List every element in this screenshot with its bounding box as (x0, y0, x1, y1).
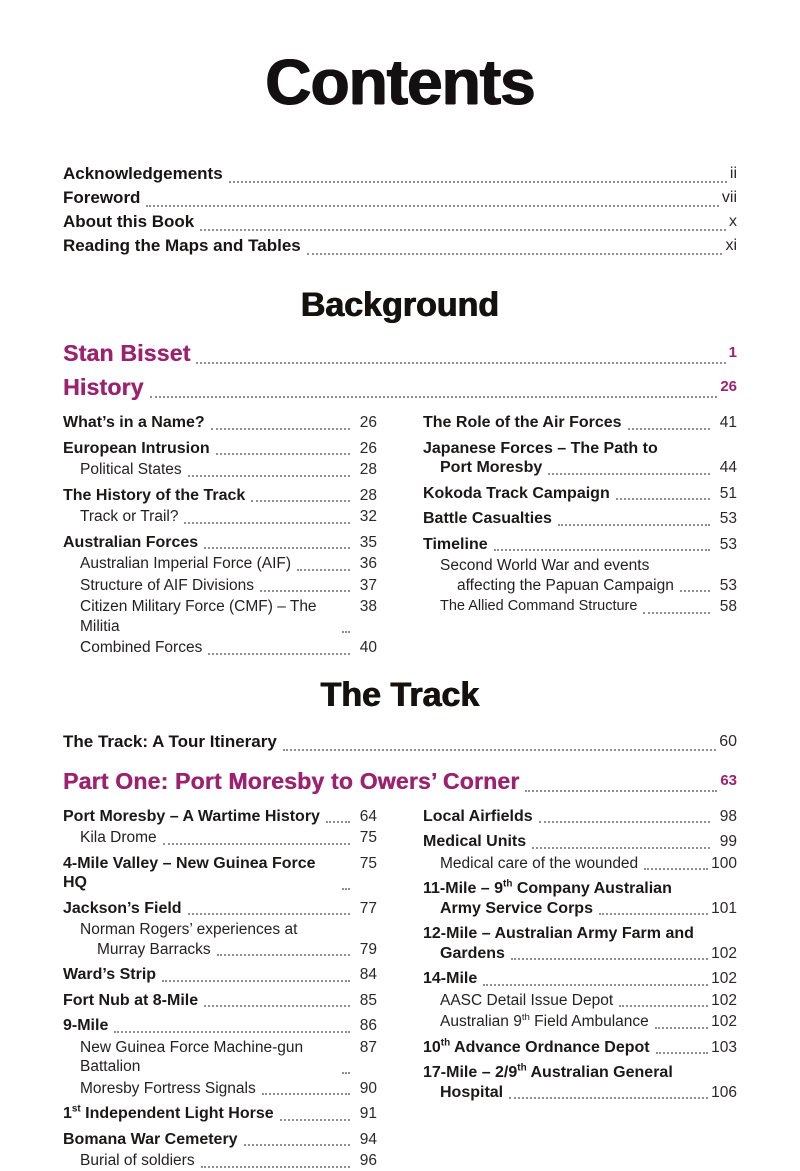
toc-entry (63, 920, 377, 959)
toc-entry-label: 9-Mile (63, 1017, 109, 1034)
front-matter-entry (63, 162, 737, 186)
dotted-leader (656, 1052, 709, 1054)
page-number: 90 (359, 1079, 377, 1097)
toc-entry (423, 924, 737, 963)
toc-line (423, 899, 737, 919)
toc-entry (423, 991, 737, 1011)
page-number: 85 (359, 991, 377, 1009)
page-number: 75 (359, 854, 377, 872)
dotted-leader (525, 790, 717, 792)
page-number: 102 (711, 991, 737, 1009)
toc-entry-label: Political States (80, 461, 182, 478)
toc-line (423, 484, 737, 504)
toc-entry-label: 14-Mile (423, 970, 478, 987)
dotted-leader (342, 888, 350, 890)
toc-entry-label: Japanese Forces – The Path to (423, 439, 658, 457)
dotted-leader (539, 821, 710, 823)
toc-line (80, 554, 377, 574)
toc-line (63, 486, 377, 506)
toc-entry (63, 597, 377, 636)
toc-section (63, 674, 737, 1171)
toc-entry-label: Local Airfields (423, 807, 533, 825)
toc-entry-label: 11-Mile – 9th Company Australian (423, 878, 672, 897)
page-number: 53 (719, 576, 737, 594)
toc-line (423, 807, 737, 827)
toc-entry-label: Australian Imperial Force (AIF) (80, 555, 292, 572)
toc-entry-label: Stan Bisset (63, 340, 191, 366)
toc-entry-label: Murray Barracks (97, 940, 211, 958)
page-number: 103 (711, 1038, 737, 1056)
toc-line (63, 162, 737, 186)
page-number: 86 (359, 1017, 377, 1034)
dotted-leader (204, 1005, 350, 1007)
toc-line (80, 576, 377, 596)
page-number: 102 (711, 944, 737, 962)
toc-entry-label: The Allied Command Structure (440, 598, 638, 614)
dotted-leader (643, 612, 710, 614)
toc-entry (63, 899, 377, 919)
page-number: xi (725, 237, 737, 254)
front-matter-entry (63, 186, 737, 210)
toc-line (80, 920, 377, 940)
dotted-leader (204, 547, 350, 549)
page-number: 1 (728, 344, 737, 361)
page-number: 77 (359, 899, 377, 917)
dotted-leader (619, 1005, 708, 1007)
toc-major-entry (63, 767, 737, 795)
toc-wide-entry (63, 730, 737, 754)
toc-entry (423, 597, 737, 617)
toc-entry-label: Norman Rogers’ experiences at (80, 921, 298, 938)
toc-entry-label: affecting the Papuan Campaign (457, 576, 674, 594)
toc-entry-label: 4-Mile Valley – New Guinea Force HQ (63, 854, 316, 891)
toc-entry (423, 556, 737, 595)
page-number: 26 (720, 378, 737, 395)
toc-line (440, 597, 737, 617)
dotted-leader (217, 954, 350, 956)
toc-line (80, 597, 377, 636)
page-number: 98 (719, 807, 737, 825)
toc-columns (63, 807, 737, 1171)
page-number: vii (721, 189, 737, 206)
toc-entry-label: Second World War and events (440, 557, 650, 574)
page-number: 75 (359, 829, 377, 846)
page-number: 99 (719, 833, 737, 850)
page-number: 102 (711, 970, 737, 987)
toc-line (80, 1151, 377, 1171)
dotted-leader (196, 362, 725, 364)
toc-entry (63, 854, 377, 893)
dotted-leader (558, 524, 710, 526)
toc-line (423, 439, 737, 459)
page-title: Contents (265, 46, 535, 118)
toc-column-right (423, 807, 737, 1103)
toc-entry-label: Burial of soldiers (80, 1152, 195, 1169)
toc-entry (63, 576, 377, 596)
dotted-leader (216, 453, 350, 455)
page-number: 37 (359, 576, 377, 594)
page-number: 58 (719, 598, 737, 615)
page-number: 38 (359, 598, 377, 615)
toc-line (63, 373, 737, 401)
toc-line (440, 556, 737, 576)
page-number: 41 (719, 414, 737, 431)
dotted-leader (280, 1119, 350, 1121)
toc-entry (63, 828, 377, 848)
page-number: 102 (711, 1013, 737, 1030)
dotted-leader (342, 1072, 350, 1074)
toc-line (63, 730, 737, 754)
toc-entry (423, 439, 737, 478)
dotted-leader (283, 749, 716, 751)
page-number: 63 (720, 771, 737, 789)
page-header (0, 0, 800, 268)
toc-entry-label: European Intrusion (63, 439, 210, 457)
dotted-leader (150, 396, 718, 398)
toc-entry (63, 413, 377, 433)
dotted-leader (188, 913, 350, 915)
page-number: 84 (359, 966, 377, 983)
dotted-leader (494, 549, 710, 551)
toc-entry (423, 807, 737, 827)
toc-line (63, 234, 737, 258)
page-number: 51 (719, 484, 737, 502)
toc-line (63, 965, 377, 985)
dotted-leader (260, 590, 350, 592)
dotted-leader (548, 473, 710, 475)
dotted-leader (616, 498, 710, 500)
dotted-leader (680, 590, 710, 592)
toc-line (423, 1083, 737, 1103)
page-number: 53 (719, 510, 737, 527)
toc-entry-label: Combined Forces (80, 639, 203, 656)
dotted-leader (201, 1166, 350, 1168)
toc-line (423, 832, 737, 852)
toc-column-left (63, 413, 377, 658)
toc-line (63, 186, 737, 210)
toc-line (63, 339, 737, 367)
page-number: 60 (719, 732, 737, 750)
page-number: 87 (359, 1038, 377, 1056)
page-number: 40 (359, 639, 377, 656)
toc-entry (63, 460, 377, 480)
dotted-leader (655, 1027, 708, 1029)
toc-entry-label: What’s in a Name? (63, 414, 205, 431)
toc-column-left (63, 807, 377, 1171)
toc-line (440, 854, 737, 874)
dotted-leader (532, 847, 710, 849)
toc-line (80, 460, 377, 480)
toc-line (423, 458, 737, 478)
toc-entry-label: History (63, 374, 144, 400)
dotted-leader (211, 428, 350, 430)
toc-major-entry (63, 373, 737, 401)
toc-line (63, 991, 377, 1011)
section-heading: The Track (320, 675, 480, 714)
toc-entry (423, 832, 737, 852)
toc-line (423, 1038, 737, 1058)
toc-entry (423, 969, 737, 989)
dotted-leader (188, 475, 350, 477)
toc-entry-label: Kokoda Track Campaign (423, 484, 610, 502)
dotted-leader (114, 1031, 350, 1033)
toc-entry-label: 17-Mile – 2/9th Australian General (423, 1062, 673, 1081)
page-number: 64 (359, 807, 377, 825)
toc-entry (63, 1130, 377, 1150)
toc-entry (63, 1079, 377, 1099)
toc-line (423, 413, 737, 433)
toc-entry (63, 807, 377, 827)
toc-entry-label: Kila Drome (80, 829, 157, 846)
toc-line (423, 879, 737, 899)
dotted-leader (244, 1144, 350, 1146)
front-matter-entry (63, 234, 737, 258)
toc-entry (63, 507, 377, 527)
toc-entry-label: 12-Mile – Australian Army Farm and (423, 925, 694, 942)
toc-line (80, 1038, 377, 1077)
toc-line (63, 1130, 377, 1150)
toc-entry (63, 533, 377, 553)
toc-entry-label: Ward’s Strip (63, 966, 157, 983)
toc-entry-label: New Guinea Force Machine-gun Battalion (80, 1038, 304, 1075)
page-number: 96 (359, 1152, 377, 1169)
front-matter-list (0, 162, 800, 258)
toc-entry-label: Australian Forces (63, 533, 199, 551)
toc-section (63, 284, 737, 658)
toc-entry (63, 1038, 377, 1077)
toc-entry (423, 854, 737, 874)
page-number: 79 (359, 940, 377, 958)
toc-entry-label: Timeline (423, 535, 488, 553)
toc-line (423, 509, 737, 529)
toc-line (440, 1012, 737, 1032)
toc-line (63, 533, 377, 553)
toc-line (63, 807, 377, 827)
dotted-leader (511, 958, 708, 960)
dotted-leader (163, 843, 350, 845)
toc-entry (423, 413, 737, 433)
toc-entry-label: The Track: A Tour Itinerary (63, 731, 277, 751)
toc-entry-label: Acknowledgements (63, 164, 223, 183)
toc-entry-label: Medical care of the wounded (440, 854, 639, 872)
dotted-leader (599, 913, 708, 915)
dotted-leader (262, 1093, 350, 1095)
page-number: 35 (359, 533, 377, 551)
toc-entry-label: Australian 9th Field Ambulance (440, 1011, 649, 1030)
toc-entry (63, 991, 377, 1011)
toc-entry-label: Battle Casualties (423, 510, 552, 527)
dotted-leader (229, 181, 727, 183)
toc-entry (63, 486, 377, 506)
page-number: 100 (711, 854, 737, 872)
toc-entry-label: Jackson’s Field (63, 899, 182, 917)
toc-entry (423, 1038, 737, 1058)
page-number: 53 (719, 535, 737, 553)
dotted-leader (200, 229, 726, 231)
dotted-leader (184, 522, 350, 524)
page-number: 32 (359, 508, 377, 525)
toc-entry-label: Citizen Military Force (CMF) – The Militia (80, 598, 317, 635)
dotted-leader (307, 253, 723, 255)
dotted-leader (208, 653, 350, 655)
toc-entry-label: 10th Advance Ordnance Depot (423, 1037, 650, 1056)
toc-entry-label: Moresby Fortress Signals (80, 1079, 256, 1097)
toc-entry (423, 1063, 737, 1102)
toc-line (63, 899, 377, 919)
page-number: 26 (359, 439, 377, 457)
toc-entry-label: About this Book (63, 212, 195, 231)
toc-entry-label: Army Service Corps (440, 899, 593, 917)
page-number: 91 (359, 1105, 377, 1122)
toc-entry (423, 509, 737, 529)
toc-line (440, 576, 737, 596)
toc-entry-label: Medical Units (423, 833, 527, 850)
dotted-leader (342, 631, 350, 633)
toc-entry (63, 1151, 377, 1171)
toc-line (80, 1079, 377, 1099)
toc-entry-label: Reading the Maps and Tables (63, 236, 301, 255)
page-number: 28 (359, 461, 377, 478)
toc-entry-label: Fort Nub at 8-Mile (63, 991, 199, 1009)
toc-entry-label: Gardens (440, 944, 505, 962)
toc-entry (63, 439, 377, 459)
dotted-leader (326, 821, 350, 823)
toc-line (423, 944, 737, 964)
toc-line (63, 1104, 377, 1124)
toc-entry (423, 1012, 737, 1032)
page-number: 26 (359, 414, 377, 431)
toc-entry-label: Port Moresby – A Wartime History (63, 807, 320, 825)
toc-entry-label: Foreword (63, 188, 141, 207)
toc-entry-label: The Role of the Air Forces (423, 414, 622, 431)
toc-entry (63, 554, 377, 574)
toc-entry (423, 484, 737, 504)
toc-line (80, 828, 377, 848)
toc-entry (423, 879, 737, 918)
page-number: 94 (359, 1130, 377, 1148)
toc-line (423, 535, 737, 555)
toc-entry-label: AASC Detail Issue Depot (440, 991, 614, 1009)
toc-entry (63, 638, 377, 658)
dotted-leader (483, 984, 708, 986)
toc-entry (63, 1104, 377, 1124)
page-number: 106 (711, 1083, 737, 1101)
page-number: 44 (719, 459, 737, 476)
dotted-leader (628, 428, 710, 430)
dotted-leader (297, 569, 350, 571)
section-heading: Background (300, 286, 500, 324)
toc-line (423, 969, 737, 989)
toc-entry-label: Part One: Port Moresby to Owers’ Corner (63, 767, 520, 794)
front-matter-entry (63, 210, 737, 234)
page-number: x (729, 213, 737, 230)
dotted-leader (251, 500, 350, 502)
toc-entry-label: Hospital (440, 1083, 504, 1101)
toc-line (63, 767, 737, 795)
toc-entry-label: 1st Independent Light Horse (63, 1103, 274, 1122)
dotted-leader (146, 205, 718, 207)
page-number: 28 (359, 486, 377, 504)
toc-line (63, 439, 377, 459)
toc-entry-label: Structure of AIF Divisions (80, 576, 255, 594)
toc-line (423, 1063, 737, 1083)
toc-entry-label: Track or Trail? (80, 508, 179, 525)
toc-line (440, 991, 737, 1011)
toc-entry (63, 1016, 377, 1036)
toc-line (63, 854, 377, 893)
toc-entry (423, 535, 737, 555)
toc-line (63, 210, 737, 234)
page-number: ii (729, 165, 737, 182)
dotted-leader (644, 868, 708, 870)
toc-line (80, 507, 377, 527)
toc-line (63, 413, 377, 433)
dotted-leader (162, 980, 350, 982)
toc-entry (63, 965, 377, 985)
toc-entry-label: Bomana War Cemetery (63, 1130, 238, 1148)
toc-line (80, 638, 377, 658)
page-number: 101 (711, 899, 737, 917)
page-number: 36 (359, 555, 377, 572)
toc-sections (0, 284, 800, 1171)
toc-entry-label: Port Moresby (440, 459, 543, 476)
dotted-leader (509, 1097, 708, 1099)
toc-line (80, 940, 377, 960)
toc-line (63, 1016, 377, 1036)
toc-line (423, 924, 737, 944)
toc-entry-label: The History of the Track (63, 486, 246, 504)
toc-columns (63, 413, 737, 658)
toc-major-entry (63, 339, 737, 367)
toc-column-right (423, 413, 737, 617)
